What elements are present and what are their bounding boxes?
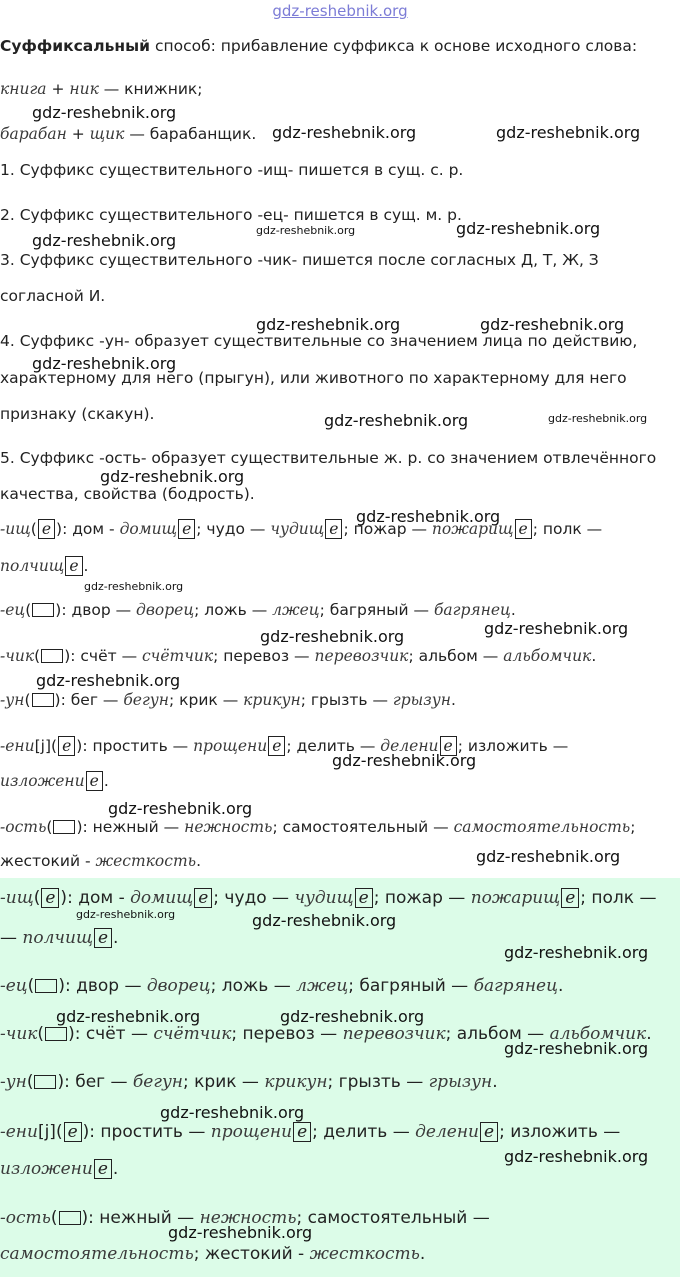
word: пожарищ <box>431 520 514 538</box>
answer-ishch-cont <box>0 556 88 576</box>
text: ; <box>630 818 636 836</box>
watermark: gdz-reshebnik.org <box>496 123 641 142</box>
text: ; багряный — <box>348 976 474 996</box>
empty-ending-box <box>32 603 54 617</box>
rule-5-cont: качества, свойства (бодрость). <box>0 485 255 503</box>
suffix-ishch: -ищ <box>0 520 31 538</box>
answer-un: -ун( ): бег — бегун; крик — крикун; грызть — грызун. <box>0 691 456 709</box>
text: : бег — <box>60 691 124 709</box>
intro-line <box>0 36 637 56</box>
ex1-base: книга <box>0 80 47 98</box>
word: крикун <box>264 1072 328 1092</box>
text: ; пожар — <box>343 520 432 538</box>
ending-box: е <box>64 1122 82 1142</box>
word: лжец <box>272 601 320 619</box>
word: прощени <box>193 737 268 755</box>
text: ; изложить — <box>499 1122 621 1142</box>
j-mark: [j] <box>34 737 52 755</box>
text: . <box>419 1244 426 1264</box>
ending-box: е <box>94 928 112 948</box>
watermark: gdz-reshebnik.org <box>36 671 181 690</box>
suffix-ets: -ец <box>0 601 26 619</box>
ending-box: е <box>38 519 55 539</box>
suffix-ets: -ец <box>0 976 28 996</box>
word: делени <box>380 737 439 755</box>
ending-box: е <box>515 519 532 539</box>
word: полчищ <box>0 557 65 575</box>
watermark: gdz-reshebnik.org <box>548 412 648 425</box>
word: чудищ <box>270 520 325 538</box>
word: нежность <box>199 1208 297 1228</box>
ex2-base: барабан <box>0 125 67 143</box>
rule-4-cont2: признаку (скакун). <box>0 405 155 423</box>
word: альбомчик <box>503 647 592 665</box>
empty-ending-box <box>34 1075 56 1089</box>
ending-box: е <box>268 736 285 756</box>
green-answer-ishch-cont <box>0 928 118 948</box>
word: изложени <box>0 772 85 790</box>
text: : двор — <box>64 976 147 996</box>
watermark: gdz-reshebnik.org <box>100 467 245 486</box>
text: ; чудо — <box>213 888 295 908</box>
ending-box: е <box>86 771 103 791</box>
word: домищ <box>130 888 194 908</box>
watermark: gdz-reshebnik.org <box>32 231 177 250</box>
text: ; грызть — <box>300 691 393 709</box>
watermark: gdz-reshebnik.org <box>324 411 469 430</box>
answer-chik: -чик( ): счёт — счётчик; перевоз — перевозчик; альбом — альбомчик. <box>0 647 597 665</box>
intro-bold: Суффиксальный <box>0 37 151 55</box>
text: ; крик — <box>169 691 244 709</box>
watermark: gdz-reshebnik.org <box>168 1223 313 1242</box>
ending-box: е <box>561 888 579 908</box>
text: ; перевоз — <box>213 647 315 665</box>
intro-rest: способ: прибавление суффикса к основе исходного слова: <box>150 37 638 55</box>
watermark: gdz-reshebnik.org <box>356 507 501 526</box>
ex1-plus: + <box>46 80 70 98</box>
watermark: gdz-reshebnik.org <box>280 1007 425 1026</box>
watermark: gdz-reshebnik.org <box>476 847 621 866</box>
ending-box: е <box>65 556 82 576</box>
text: — <box>0 928 23 948</box>
watermark: gdz-reshebnik.org <box>32 103 177 122</box>
watermark: gdz-reshebnik.org <box>76 908 176 921</box>
text: : простить — <box>89 1122 211 1142</box>
text: . <box>646 1024 652 1044</box>
answer-ost-cont <box>0 851 201 871</box>
text: . <box>103 772 109 790</box>
text: ; чудо — <box>196 520 271 538</box>
ending-box: е <box>293 1122 311 1142</box>
rule-4: 4. Суффикс -ун- образует существительные со значением лица по действию, <box>0 332 638 350</box>
text: ; грызть — <box>327 1072 429 1092</box>
watermark: gdz-reshebnik.org <box>504 943 649 962</box>
ending-box: е <box>325 519 342 539</box>
text: : нежный — <box>82 818 185 836</box>
watermark: gdz-reshebnik.org <box>484 619 629 638</box>
text: : бег — <box>64 1072 133 1092</box>
suffix-eni: -ени <box>0 737 35 755</box>
text: : дом - <box>62 520 120 538</box>
word: альбомчик <box>549 1024 647 1044</box>
text: : простить — <box>82 737 194 755</box>
green-answer-chik: -чик( ): счёт — счётчик; перевоз — перевозчик; альбом — альбомчик. <box>0 1024 652 1044</box>
watermark: gdz-reshebnik.org <box>252 911 397 930</box>
word: жесткость <box>95 852 197 870</box>
word: бегун <box>132 1072 184 1092</box>
watermark: gdz-reshebnik.org <box>84 580 184 593</box>
ending-box: е <box>58 736 75 756</box>
text: . <box>113 928 119 948</box>
text: ; багряный — <box>319 601 434 619</box>
answer-ost: -ость( ): нежный — нежность; самостоятельный — самостоятельность; <box>0 818 636 836</box>
text: . <box>450 691 456 709</box>
text: ; делить — <box>286 737 381 755</box>
rule-3: 3. Суффикс существительного -чик- пишется после согласных Д, Т, Ж, З <box>0 251 599 269</box>
watermark: gdz-reshebnik.org <box>332 751 477 770</box>
text: . <box>492 1072 498 1092</box>
text: ; альбом — <box>445 1024 550 1044</box>
word: самостоятельность <box>453 818 631 836</box>
watermark: gdz-reshebnik.org <box>272 123 417 142</box>
green-answer-ost: -ость( ): нежный — нежность; самостоятельный — <box>0 1208 490 1228</box>
watermark: gdz-reshebnik.org <box>480 315 625 334</box>
text: : счёт — <box>70 647 142 665</box>
empty-ending-box <box>32 693 54 707</box>
text: ; жестокий - <box>193 1244 310 1264</box>
text: ; изложить — <box>457 737 569 755</box>
watermark: gdz-reshebnik.org <box>256 315 401 334</box>
watermark: gdz-reshebnik.org <box>56 1007 201 1026</box>
empty-ending-box <box>41 649 63 663</box>
watermark: gdz-reshebnik.org <box>256 224 356 237</box>
rule-4-cont: характерному для него (прыгун), или животного по характерному для него <box>0 369 627 387</box>
watermark: gdz-reshebnik.org <box>456 219 601 238</box>
text: . <box>510 601 516 619</box>
answer-eni: -ени[j]( е ): простить — прощени е ; делить — делени е ; изложить — <box>0 737 569 755</box>
watermark: gdz-reshebnik.org <box>160 1103 305 1122</box>
green-answer-ets: -ец( ): двор — дворец; ложь — лжец; багряный — багрянец. <box>0 976 564 996</box>
word: жесткость <box>309 1244 420 1264</box>
word: багрянец <box>433 601 511 619</box>
word: багрянец <box>473 976 558 996</box>
text: . <box>83 557 89 575</box>
text: ; полк — <box>580 888 657 908</box>
text: ; пожар — <box>373 888 471 908</box>
empty-ending-box <box>59 1211 81 1225</box>
word: изложени <box>0 1159 93 1179</box>
word: перевозчик <box>342 1024 446 1044</box>
word: нежность <box>184 818 273 836</box>
watermark: gdz-reshebnik.org <box>32 354 177 373</box>
watermark: gdz-reshebnik.org <box>260 627 405 646</box>
word: грызун <box>392 691 451 709</box>
word: крикун <box>243 691 301 709</box>
text: ; ложь — <box>210 976 297 996</box>
text: жестокий - <box>0 852 96 870</box>
word: счётчик <box>153 1024 232 1044</box>
watermark: gdz-reshebnik.org <box>504 1039 649 1058</box>
ending-box: е <box>480 1122 498 1142</box>
suffix-chik: -чик <box>0 1024 38 1044</box>
j-mark: [j] <box>37 1122 56 1142</box>
green-answer-eni: -ени[j]( е ): простить — прощени е ; делить — делени е ; изложить — <box>0 1122 621 1142</box>
example-baraban <box>0 124 256 144</box>
answer-ets: -ец( ): двор — дворец; ложь — лжец; багряный — багрянец. <box>0 601 516 619</box>
word: лжец <box>296 976 349 996</box>
text: ; самостоятельный — <box>296 1208 490 1228</box>
ex2-rest: — барабанщик. <box>124 125 257 143</box>
rule-1: 1. Суффикс существительного -ищ- пишется в сущ. с. р. <box>0 161 464 179</box>
ending-box: е <box>94 1159 112 1179</box>
green-answer-eni-cont <box>0 1159 118 1179</box>
word: бегун <box>123 691 169 709</box>
word: самостоятельность <box>0 1244 194 1264</box>
text: ; самостоятельный — <box>272 818 454 836</box>
empty-ending-box <box>53 820 75 834</box>
suffix-ost: -ость <box>0 818 47 836</box>
text: ; делить — <box>312 1122 416 1142</box>
ending-box: е <box>194 888 212 908</box>
text: ; альбом — <box>408 647 504 665</box>
rule-5: 5. Суффикс -ость- образует существительные ж. р. со значением отвлечённого <box>0 449 657 467</box>
word: домищ <box>119 520 178 538</box>
suffix-eni: -ени <box>0 1122 38 1142</box>
answer-ishch: -ищ( е ): дом - домищ е ; чудо — чудищ е ; пожар — пожарищ е ; полк — <box>0 520 603 538</box>
rule-2: 2. Суффикс существительного -ец- пишется в сущ. м. р. <box>0 206 462 224</box>
ending-box: е <box>41 888 59 908</box>
ending-box: е <box>178 519 195 539</box>
example-kniga <box>0 79 203 99</box>
word: прощени <box>210 1122 293 1142</box>
word: чудищ <box>294 888 354 908</box>
text: ; крик — <box>183 1072 265 1092</box>
text: : двор — <box>61 601 137 619</box>
ex2-suffix: щик <box>89 125 125 143</box>
answer-eni-cont <box>0 771 109 791</box>
word: полчищ <box>22 928 93 948</box>
watermark: gdz-reshebnik.org <box>504 1147 649 1166</box>
suffix-un: -ун <box>0 1072 27 1092</box>
empty-ending-box <box>35 979 57 993</box>
ending-box: е <box>440 736 457 756</box>
green-answer-un: -ун( ): бег — бегун; крик — крикун; грызть — грызун. <box>0 1072 498 1092</box>
suffix-chik: -чик <box>0 647 35 665</box>
text: ; ложь — <box>194 601 273 619</box>
text: . <box>557 976 564 996</box>
text: : счёт — <box>74 1024 154 1044</box>
word: дворец <box>146 976 211 996</box>
text: . <box>591 647 597 665</box>
word: перевозчик <box>314 647 409 665</box>
word: счётчик <box>142 647 214 665</box>
word: грызун <box>428 1072 493 1092</box>
green-answer-ost-cont <box>0 1244 425 1264</box>
ex1-suffix: ник <box>69 80 99 98</box>
ending-box: е <box>355 888 373 908</box>
empty-ending-box <box>45 1027 67 1041</box>
ex1-rest: — книжник; <box>98 80 203 98</box>
text: : дом - <box>67 888 131 908</box>
watermark: gdz-reshebnik.org <box>108 799 253 818</box>
green-answer-ishch: -ищ( е ): дом - домищ е ; чудо — чудищ е ; пожар — пожарищ е ; полк — <box>0 888 657 908</box>
suffix-ost: -ость <box>0 1208 51 1228</box>
ex2-plus: + <box>66 125 90 143</box>
text: : нежный — <box>88 1208 200 1228</box>
text: . <box>196 852 202 870</box>
text: . <box>112 1159 119 1179</box>
suffix-ishch: -ищ <box>0 888 34 908</box>
word: делени <box>415 1122 479 1142</box>
text: ; полк — <box>532 520 603 538</box>
rule-3-cont: согласной И. <box>0 287 106 305</box>
text: ; перевоз — <box>231 1024 343 1044</box>
word: пожарищ <box>470 888 561 908</box>
word: дворец <box>136 601 195 619</box>
suffix-un: -ун <box>0 691 25 709</box>
site-header-link[interactable]: gdz-reshebnik.org <box>272 2 408 20</box>
